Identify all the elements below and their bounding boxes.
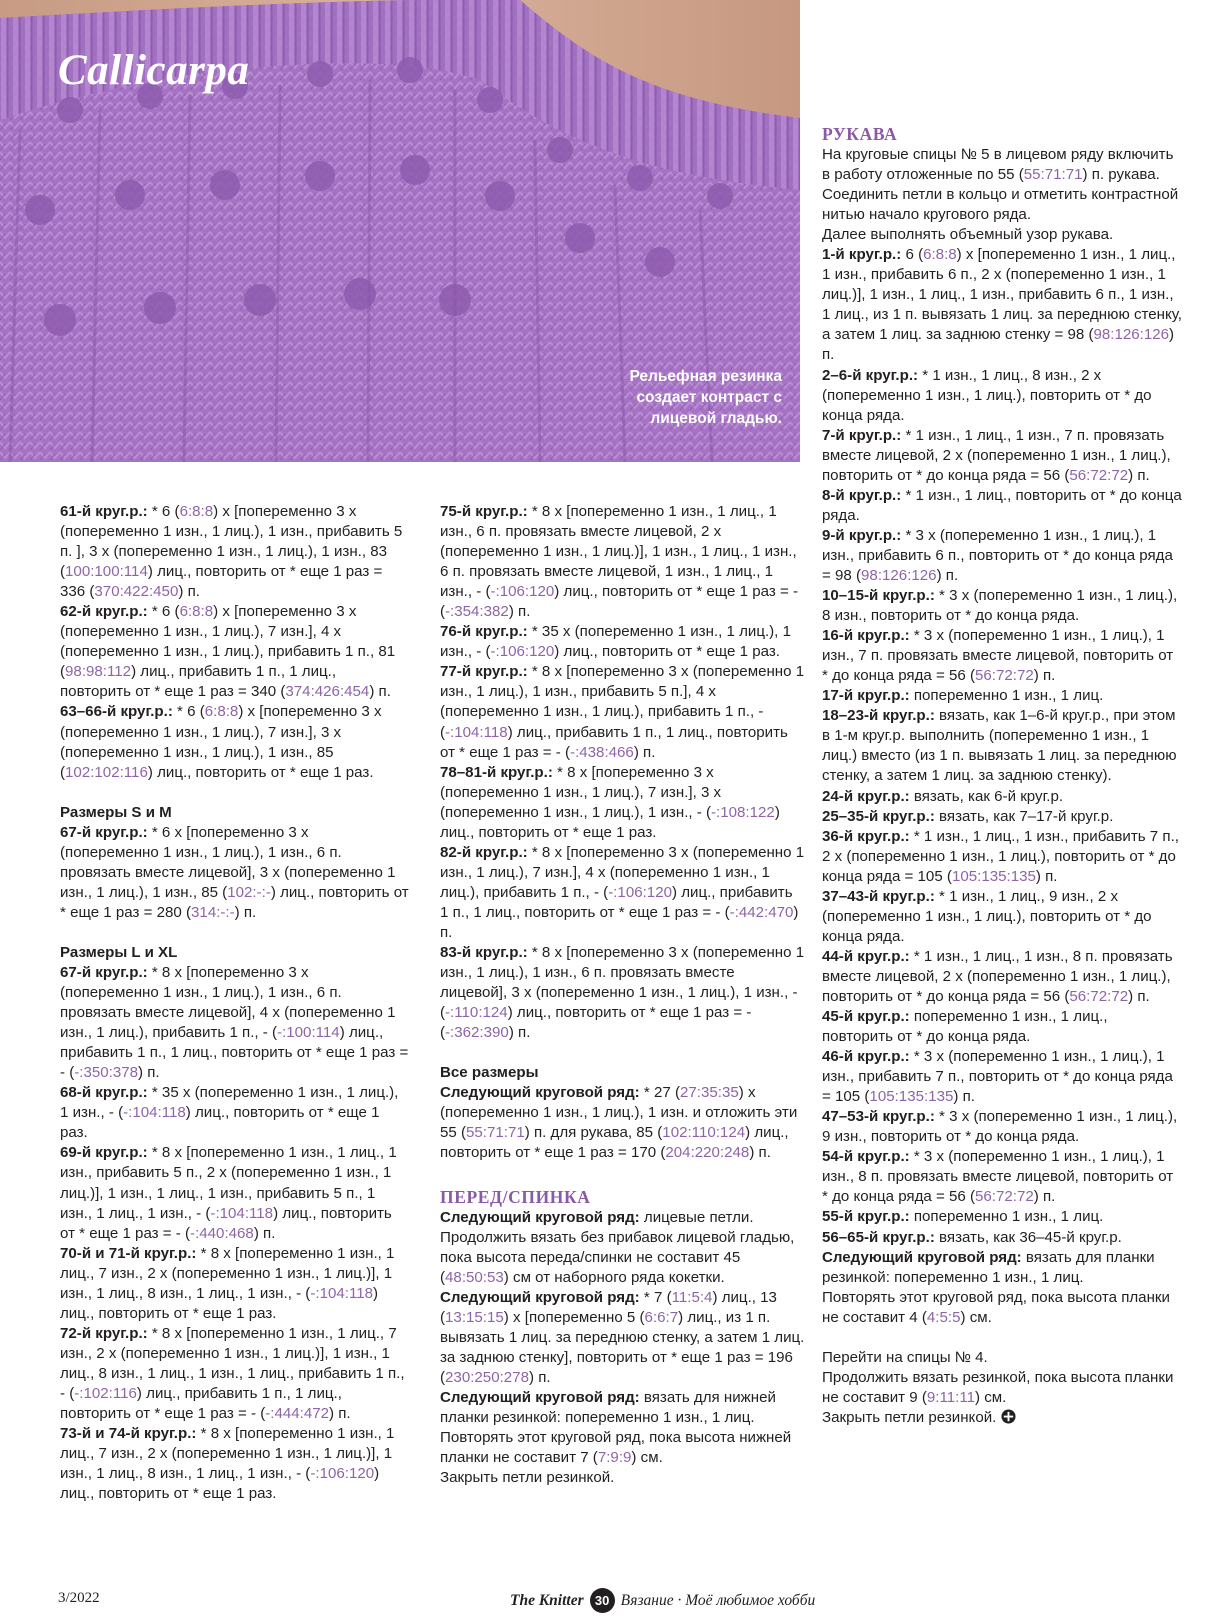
instruction-paragraph: 76-й круг.р.: * 35 х (попеременно 1 изн., 1 лиц.), 1 изн., - (-:106:120) лиц., повторить от * еще 1 раз. — [440, 623, 791, 661]
section-heading: РУКАВА — [822, 124, 898, 144]
instruction-paragraph: 82-й круг.р.: * 8 х [попеременно 3 х (попеременно 1 изн., 1 лиц.), 7 изн.], 4 х (попеременно 1 изн., 1 лиц.), прибавить 1 п., - (-:106:120) лиц., прибавить 1 п., 1 лиц., повторить от * еще 1 раз = - (-:442:470) п. — [440, 843, 805, 941]
instruction-paragraph: 54-й круг.р.: * 3 х (попеременно 1 изн., 1 лиц.), 1 изн., 8 п. провязать вместе лицевой, повторить от * до конца ряда = 56 (56:72:72) п. — [822, 1148, 1174, 1206]
size-heading: Все размеры — [440, 1064, 539, 1082]
round-label: 82-й круг.р.: — [440, 843, 528, 861]
size-values: -:102:116 — [74, 1384, 137, 1402]
size-values: 314:-:- — [191, 903, 235, 921]
size-values: 102:110:124 — [662, 1124, 746, 1142]
instruction-paragraph: 73-й и 74-й круг.р.: * 8 х [попеременно 1 изн., 1 лиц., 7 изн., 2 х (попеременно 1 изн., 1 лиц.)], 1 изн., 1 лиц., 8 изн., 1 лиц., 1 изн., - (-:106:120) лиц., повторить от * еще 1 раз. — [60, 1425, 395, 1503]
instruction-paragraph: 68-й круг.р.: * 35 х (попеременно 1 изн., 1 лиц.), 1 изн., - (-:104:118) лиц., повторить от * еще 1 раз. — [60, 1084, 399, 1142]
round-label: 46-й круг.р.: — [822, 1048, 910, 1066]
instruction-paragraph: 8-й круг.р.: * 1 изн., 1 лиц., повторить от * до конца ряда. — [822, 486, 1182, 524]
instruction-paragraph: 1-й круг.р.: 6 (6:8:8) х [попеременно 1 изн., 1 лиц., 1 изн., прибавить 6 п., 2 х (попеременно 1 изн., 1 лиц.)], 1 изн., 1 лиц., 1 изн., прибавить 6 п., 1 изн., 1 лиц., из 1 п. вывязать 1 лиц. за переднюю стенку, а затем 1 лиц. за заднюю стенку = 98 (98:126:126) п. — [822, 246, 1182, 364]
round-label: 63–66-й круг.р.: — [60, 703, 173, 721]
round-label: 61-й круг.р.: — [60, 503, 148, 520]
size-values: 102:102:116 — [65, 763, 148, 781]
round-label: Следующий круговой ряд: — [440, 1084, 640, 1102]
size-values: 6:8:8 — [923, 246, 957, 264]
size-values: -:354:382 — [445, 603, 509, 621]
size-values: -:362:390 — [445, 1024, 509, 1042]
round-label: 76-й круг.р.: — [440, 623, 528, 641]
text-column-2 — [440, 502, 805, 1488]
instruction-paragraph: 72-й круг.р.: * 8 х [попеременно 1 изн., 1 лиц., 7 изн., 2 х (попеременно 1 изн., 1 лиц.)], 1 изн., 1 лиц., 8 изн., 1 лиц., 1 изн., 1 лиц., прибавить 1 п., - (-:102:116) лиц., прибавить 1 п., 1 лиц., повторить от * еще 1 раз = - (-:444:472) п. — [60, 1324, 405, 1423]
round-label: 18–23-й круг.р.: — [822, 707, 935, 725]
instruction-paragraph: 46-й круг.р.: * 3 х (попеременно 1 изн., 1 лиц.), 1 изн., прибавить 7 п., повторить от * до конца ряда = 105 (105:135:135) п. — [822, 1048, 1173, 1106]
instruction-paragraph: 70-й и 71-й круг.р.: * 8 х [попеременно 1 изн., 1 лиц., 7 изн., 2 х (попеременно 1 изн., 1 лиц.)], 1 изн., 1 лиц., 8 изн., 1 лиц., 1 изн., - (-:104:118) лиц., повторить от * еще 1 раз. — [60, 1244, 395, 1322]
size-values: 102:-:- — [227, 883, 271, 901]
round-label: 72-й круг.р.: — [60, 1324, 148, 1342]
size-values: -:444:472 — [265, 1405, 330, 1423]
instruction-paragraph: 69-й круг.р.: * 8 х [попеременно 1 изн., 1 лиц., 1 изн., прибавить 5 п., 2 х (попеременно 1 изн., 1 лиц.)], 1 изн., 1 лиц., 1 изн., прибавить 5 п., 1 изн., 1 лиц., 1 изн., - (-:104:118) лиц., повторить от * еще 1 раз = - (-:440:468) п. — [60, 1144, 397, 1242]
round-label: 24-й круг.р.: — [822, 787, 910, 805]
round-label: 1-й круг.р.: — [822, 246, 902, 264]
instruction-paragraph: 83-й круг.р.: * 8 х [попеременно 3 х (попеременно 1 изн., 1 лиц.), 1 изн., 6 п. провязать вместе лицевой], 3 х (попеременно 1 изн., 1 лиц.), 1 изн., - (-:110:124) лиц., повторить от * еще 1 раз = - (-:362:390) п. — [440, 944, 805, 1042]
round-label: 55-й круг.р.: — [822, 1208, 910, 1226]
size-values: 55:71:71 — [1023, 166, 1083, 184]
size-values: -:350:378 — [74, 1064, 139, 1082]
round-label: 36-й круг.р.: — [822, 827, 910, 845]
size-values: 55:71:71 — [466, 1124, 525, 1142]
instruction-paragraph: Следующий круговой ряд: вязать для нижней планки резинкой: попеременно 1 изн., 1 лиц. — [440, 1388, 776, 1426]
instruction-paragraph: 18–23-й круг.р.: вязать, как 1–6-й круг.р., при этом в 1-м круг.р. выполнить (попеременно 1 изн., 1 лиц.) вместо (из 1 п. вывязать 1 лиц. за переднюю стенку, а затем 1 лиц. за заднюю стенку). — [822, 707, 1177, 785]
round-label: 25–35-й круг.р.: — [822, 807, 935, 825]
instruction-paragraph: 63–66-й круг.р.: * 6 (6:8:8) х [попеременно 3 х (попеременно 1 изн., 1 лиц.), 7 изн.], 3 х (попеременно 1 изн., 1 лиц.), 1 изн., 85 (102:102:116) лиц., повторить от * еще 1 раз. — [60, 703, 382, 781]
instruction-paragraph: 24-й круг.р.: вязать, как 6-й круг.р. — [822, 787, 1064, 805]
instruction-paragraph: 56–65-й круг.р.: вязать, как 36–45-й круг.р. — [822, 1228, 1122, 1246]
text-column-1 — [60, 502, 410, 1504]
round-label: 17-й круг.р.: — [822, 687, 910, 705]
round-label: 78–81-й круг.р.: — [440, 763, 553, 781]
instruction-paragraph: 55-й круг.р.: попеременно 1 изн., 1 лиц. — [822, 1208, 1104, 1226]
size-values: -:104:118 — [445, 723, 508, 741]
size-values: -:438:466 — [570, 743, 634, 761]
size-values: 6:6:7 — [644, 1308, 679, 1326]
magazine-tagline: Вязание · Моё любимое хобби — [620, 1591, 816, 1609]
instruction-paragraph: 61-й круг.р.: * 6 (6:8:8) х [попеременно 3 х (попеременно 1 изн., 1 лиц.), 1 изн., прибавить 5 п. ], 3 х (попеременно 1 изн., 1 лиц.), 1 изн., 83 (100:100:114) лиц., повторить от * еще 1 раз = 336 (370:422:450) п. — [60, 503, 403, 601]
round-label: 16-й круг.р.: — [822, 627, 910, 645]
instruction-paragraph: 67-й круг.р.: * 8 х [попеременно 3 х (попеременно 1 изн., 1 лиц.), 1 изн., 6 п. провязать вместе лицевой], 4 х (попеременно 1 изн., 1 лиц.), прибавить 1 п., - (-:100:114) лиц., прибавить 1 п., 1 лиц., повторить от * еще 1 раз = - (-:350:378) п. — [60, 963, 409, 1082]
instruction-paragraph: 47–53-й круг.р.: * 3 х (попеременно 1 изн., 1 лиц.), 9 изн., повторить от * до конца ряда. — [822, 1108, 1178, 1146]
hero-photo — [0, 0, 800, 462]
size-values: 6:8:8 — [179, 603, 214, 621]
size-values: -:442:470 — [729, 903, 794, 921]
round-label: Следующий круговой ряд: — [822, 1248, 1022, 1266]
size-values: 98:126:126 — [861, 566, 937, 584]
instruction-paragraph: Закрыть петли резинкой. — [822, 1408, 1182, 1428]
size-values: -:110:124 — [445, 1004, 508, 1022]
round-label: 67-й круг.р.: — [60, 963, 148, 981]
size-values: 105:135:135 — [951, 867, 1036, 885]
instruction-paragraph: 44-й круг.р.: * 1 изн., 1 лиц., 1 изн., 8 п. провязать вместе лицевой, 2 х (попеременно 1 изн., 1 лиц.), повторить от * до конца ряда = 56 (56:72:72) п. — [822, 947, 1173, 1005]
photo-caption: Рельефная резинка создает контраст с лицевой гладью. — [629, 368, 782, 427]
size-values: 370:422:450 — [94, 583, 179, 601]
size-values: 56:72:72 — [975, 1188, 1034, 1206]
section-heading: ПЕРЕД/СПИНКА — [440, 1186, 591, 1207]
size-values: 11:5:4 — [671, 1288, 713, 1306]
size-values: 56:72:72 — [1069, 466, 1129, 484]
size-values: 100:100:114 — [65, 563, 148, 581]
size-values: 98:98:112 — [65, 663, 132, 681]
paragraph-gap — [60, 923, 410, 943]
instruction-paragraph: 77-й круг.р.: * 8 х [попеременно 3 х (попеременно 1 изн., 1 лиц.), 1 изн., прибавить 5 п.], 4 х (попеременно 1 изн., 1 лиц.), прибавить 1 п., - (-:104:118) лиц., прибавить 1 п., 1 лиц., повторить от * еще 1 раз = - (-:438:466) п. — [440, 663, 805, 761]
instruction-paragraph: 45-й круг.р.: попеременно 1 изн., 1 лиц., повторить от * до конца ряда. — [822, 1008, 1108, 1046]
size-values: 9:11:11 — [926, 1388, 976, 1406]
page-number: 30 — [590, 1588, 615, 1613]
size-values: -:106:120 — [310, 1465, 375, 1483]
instruction-paragraph: Повторять этот круговой ряд, пока высота планки не составит 4 (4:5:5) см. — [822, 1288, 1170, 1326]
round-label: Следующий круговой ряд: — [440, 1388, 640, 1406]
round-label: Следующий круговой ряд: — [440, 1288, 640, 1306]
round-label: 69-й круг.р.: — [60, 1144, 148, 1162]
size-values: 48:50:53 — [445, 1268, 504, 1286]
size-values: 230:250:278 — [445, 1368, 529, 1386]
size-values: 204:220:248 — [665, 1144, 750, 1162]
instruction-paragraph: Закрыть петли резинкой. — [440, 1469, 615, 1487]
size-values: 56:72:72 — [1069, 987, 1129, 1005]
instruction-paragraph: 16-й круг.р.: * 3 х (попеременно 1 изн., 1 лиц.), 1 изн., 7 п. провязать вместе лицевой, повторить от * до конца ряда = 56 (56:72:72) п. — [822, 627, 1174, 685]
round-label: 47–53-й круг.р.: — [822, 1108, 935, 1126]
instruction-paragraph: 78–81-й круг.р.: * 8 х [попеременно 3 х (попеременно 1 изн., 1 лиц.), 7 изн.], 3 х (попеременно 1 изн., 1 лиц.), 1 изн., - (-:108:122) лиц., повторить от * еще 1 раз. — [440, 763, 780, 841]
size-values: 98:126:126 — [1093, 326, 1170, 344]
size-values: -:104:118 — [210, 1204, 274, 1222]
size-values: -:104:118 — [123, 1104, 186, 1122]
instruction-paragraph: 36-й круг.р.: * 1 изн., 1 лиц., 1 изн., прибавить 7 п., 2 х (попеременно 1 изн., 1 лиц.), повторить от * до конца ряда = 105 (105:135:135) п. — [822, 827, 1179, 885]
size-values: -:108:122 — [711, 803, 775, 821]
round-label: 68-й круг.р.: — [60, 1084, 148, 1102]
instruction-paragraph: Перейти на спицы № 4. — [822, 1348, 988, 1366]
instruction-paragraph: 62-й круг.р.: * 6 (6:8:8) х [попеременно 3 х (попеременно 1 изн., 1 лиц.), 7 изн.], 4 х (попеременно 1 изн., 1 лиц.), прибавить 1 п., 81 (98:98:112) лиц., прибавить 1 п., 1 лиц., повторить от * еще 1 раз = 340 (374:426:454) п. — [60, 603, 396, 701]
round-label: 56–65-й круг.р.: — [822, 1228, 935, 1246]
round-label: 9-й круг.р.: — [822, 526, 902, 544]
round-label: 62-й круг.р.: — [60, 603, 148, 621]
paragraph-gap — [60, 783, 410, 803]
size-values: 4:5:5 — [926, 1308, 961, 1326]
round-label: 83-й круг.р.: — [440, 944, 528, 962]
size-values: 27:35:35 — [680, 1084, 739, 1102]
instruction-paragraph: На круговые спицы № 5 в лицевом ряду включить в работу отложенные по 55 (55:71:71) п. рукава. — [822, 146, 1174, 184]
paragraph-gap — [440, 1043, 805, 1063]
instruction-paragraph: 2–6-й круг.р.: * 1 изн., 1 лиц., 8 изн., 2 х (попеременно 1 изн., 1 лиц.), повторить от * до конца ряда. — [822, 366, 1152, 424]
instruction-paragraph: 17-й круг.р.: попеременно 1 изн., 1 лиц. — [822, 687, 1104, 705]
size-values: -:104:118 — [310, 1284, 374, 1302]
round-label: 8-й круг.р.: — [822, 486, 902, 504]
round-label: 70-й и 71-й круг.р.: — [60, 1244, 197, 1262]
round-label: 77-й круг.р.: — [440, 663, 528, 681]
size-values: 374:426:454 — [285, 683, 370, 701]
round-label: 67-й круг.р.: — [60, 823, 148, 841]
size-values: -:440:468 — [190, 1224, 254, 1242]
instruction-paragraph: Следующий круговой ряд: вязать для планки резинкой: попеременно 1 изн., 1 лиц. — [822, 1248, 1155, 1286]
instruction-paragraph: Соединить петли в кольцо и отметить контрастной нитью начало кругового ряда. — [822, 186, 1179, 224]
magazine-brand: The Knitter — [510, 1591, 584, 1609]
paragraph-gap — [822, 1328, 1182, 1348]
size-values: 6:8:8 — [204, 703, 239, 721]
photo-title: Callicarpa — [58, 47, 250, 94]
text-column-3 — [822, 123, 1182, 1428]
round-label: 7-й круг.р.: — [822, 426, 902, 444]
instruction-paragraph: Следующий круговой ряд: лицевые петли. Продолжить вязать без прибавок лицевой гладью, пока высота переда/спинки не составит 45 (48:50:53) см от наборного ряда кокетки. — [440, 1208, 795, 1286]
issue-date: 3/2022 — [58, 1590, 100, 1606]
round-label: 10–15-й круг.р.: — [822, 587, 935, 605]
instruction-paragraph: Повторять этот круговой ряд, пока высота нижней планки не составит 7 (7:9:9) см. — [440, 1429, 792, 1467]
page-footer — [510, 1588, 815, 1613]
size-values: -:100:114 — [277, 1024, 340, 1042]
paragraph-gap — [440, 1164, 805, 1184]
size-heading: Размеры S и M — [60, 803, 172, 821]
round-label: 75-й круг.р.: — [440, 503, 528, 520]
size-values: 7:9:9 — [597, 1449, 632, 1467]
round-label: 37–43-й круг.р.: — [822, 887, 935, 905]
round-label: 44-й круг.р.: — [822, 947, 910, 965]
instruction-paragraph: 7-й круг.р.: * 1 изн., 1 лиц., 1 изн., 7 п. провязать вместе лицевой, 2 х (попеременно 1 изн., 1 лиц.), повторить от * до конца ряда = 56 (56:72:72) п. — [822, 426, 1171, 484]
instruction-paragraph: 9-й круг.р.: * 3 х (попеременно 1 изн., 1 лиц.), 1 изн., прибавить 6 п., повторить от * до конца ряда = 98 (98:126:126) п. — [822, 526, 1173, 584]
size-values: 105:135:135 — [869, 1088, 954, 1106]
instruction-paragraph: 37–43-й круг.р.: * 1 изн., 1 лиц., 9 изн., 2 х (попеременно 1 изн., 1 лиц.), повторить от * до конца ряда. — [822, 887, 1152, 945]
size-values: 6:8:8 — [179, 503, 214, 520]
size-heading: Размеры L и XL — [60, 943, 178, 961]
instruction-paragraph: 75-й круг.р.: * 8 х [попеременно 1 изн., 1 лиц., 1 изн., 6 п. провязать вместе лицевой, 2 х (попеременно 1 изн., 1 лиц.)], 1 изн., 1 лиц., 1 изн., 6 п. провязать вместе лицевой, 1 изн., 1 лиц., 1 изн., - (-:106:120) лиц., повторить от * еще 1 раз = - (-:354:382) п. — [440, 503, 798, 621]
end-of-pattern-icon — [1001, 1409, 1016, 1424]
round-label: 2–6-й круг.р.: — [822, 366, 919, 384]
instruction-paragraph: Следующий круговой ряд: * 27 (27:35:35) х (попеременно 1 изн., 1 лиц.), 1 изн. и отложить эти 55 (55:71:71) п. для рукава, 85 (102:110:124) лиц., повторить от * еще 1 раз = 170 (204:220:248) п. — [440, 1084, 798, 1162]
round-label: 45-й круг.р.: — [822, 1008, 910, 1026]
size-values: -:106:120 — [490, 643, 555, 661]
instruction-paragraph: 67-й круг.р.: * 6 х [попеременно 3 х (попеременно 1 изн., 1 лиц.), 1 изн., 6 п. провязать вместе лицевой], 3 х (попеременно 1 изн., 1 лиц.), 1 изн., 85 (102:-:-) лиц., повторить от * еще 1 раз = 280 (314:-:-) п. — [60, 823, 409, 921]
size-values: -:106:120 — [608, 883, 672, 901]
round-label: 54-й круг.р.: — [822, 1148, 910, 1166]
instruction-paragraph: Продолжить вязать резинкой, пока высота планки не составит 9 (9:11:11) см. — [822, 1368, 1174, 1406]
size-values: 56:72:72 — [975, 667, 1034, 685]
instruction-paragraph: 10–15-й круг.р.: * 3 х (попеременно 1 изн., 1 лиц.), 8 изн., повторить от * до конца ряда. — [822, 587, 1178, 625]
round-label: 73-й и 74-й круг.р.: — [60, 1425, 197, 1443]
instruction-paragraph: Далее выполнять объемный узор рукава. — [822, 226, 1114, 244]
size-values: -:106:120 — [490, 583, 555, 601]
round-label: Следующий круговой ряд: — [440, 1208, 640, 1226]
instruction-paragraph: Следующий круговой ряд: * 7 (11:5:4) лиц., 13 (13:15:15) х [попеременно 5 (6:6:7) лиц., из 1 п. вывязать 1 лиц. за переднюю стенку, а затем 1 лиц. за заднюю стенку], повторить от * еще 1 раз = 196 (230:250:278) п. — [440, 1288, 805, 1386]
size-values: 13:15:15 — [445, 1308, 504, 1326]
instruction-paragraph: 25–35-й круг.р.: вязать, как 7–17-й круг.р. — [822, 807, 1114, 825]
